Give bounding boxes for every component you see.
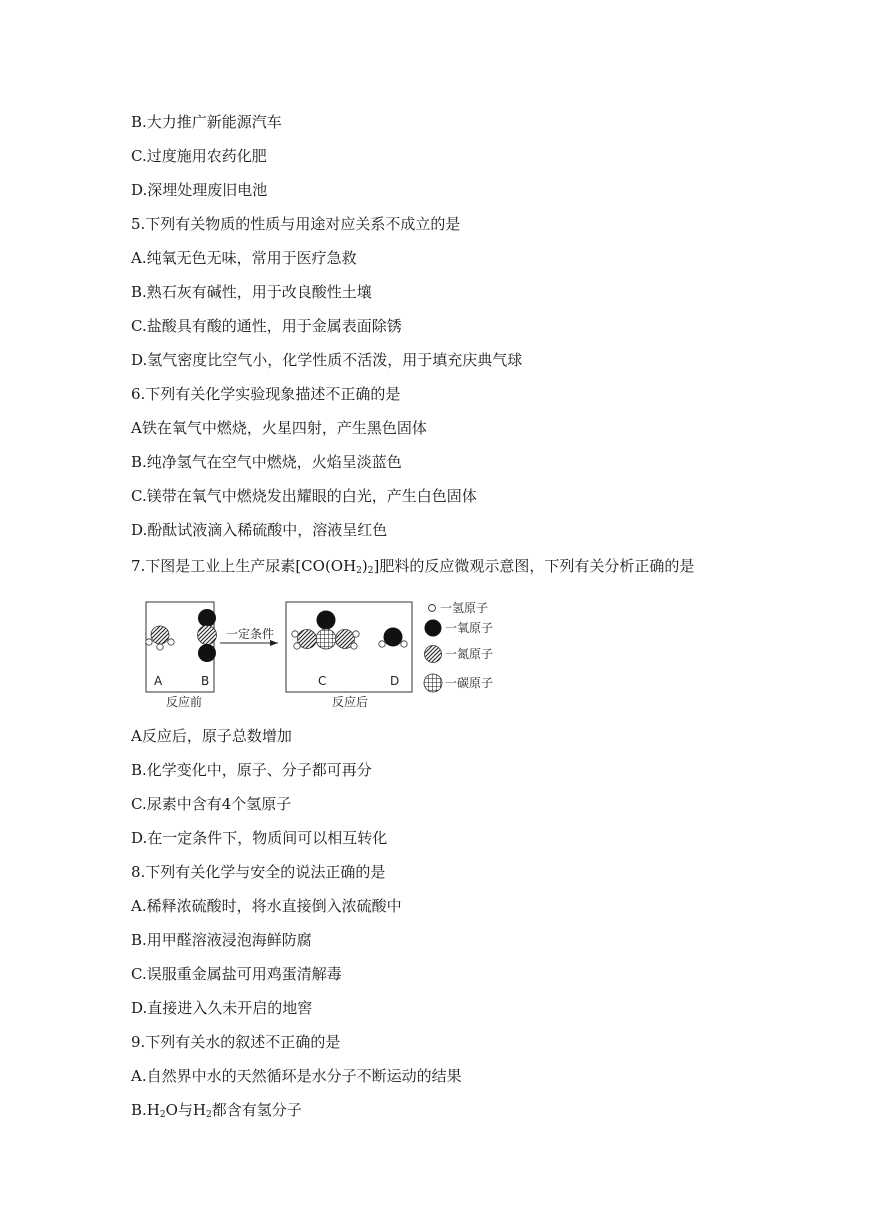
legend-hydrogen: 一氢原子 [440, 601, 489, 615]
legend-nitrogen: 一氮原子 [445, 647, 494, 661]
q7-option-b: B.化学变化中，原子、分子都可再分 [131, 761, 372, 779]
legend-n-symbol [425, 646, 442, 663]
q5-option-c: C.盐酸具有酸的通性，用于金属表面除锈 [131, 317, 402, 335]
q8-option-b: B.用甲醛溶液浸泡海鲜防腐 [131, 931, 312, 949]
option-d-battery: D.深埋处理废旧电池 [131, 181, 268, 199]
q6-option-c: C.镁带在氧气中燃烧发出耀眼的白光，产生白色固体 [131, 487, 477, 505]
question-9: 9.下列有关水的叙述不正确的是 [131, 1033, 341, 1051]
caption-before: 反应前 [166, 695, 203, 709]
legend-h-symbol [429, 605, 436, 612]
legend-carbon: 一碳原子 [445, 676, 494, 690]
label-a: A [154, 674, 163, 688]
urea-molecule [292, 611, 359, 650]
co2-molecule [198, 609, 217, 662]
q9-option-a: A.自然界中水的天然循环是水分子不断运动的结果 [131, 1067, 462, 1085]
q6-option-d: D.酚酞试液滴入稀硫酸中，溶液呈红色 [131, 521, 388, 539]
legend-oxygen: 一氧原子 [445, 621, 494, 635]
q9-option-b: $B.H_2O$与$H_2$都含有氢分子 [131, 1101, 302, 1120]
question-7: 7.下图是工业上生产尿素$[CO(OH_2)_2]$肥料的反应微观示意图，下列有关分析正确的是 [131, 557, 695, 576]
label-d: D [390, 674, 400, 688]
q8-option-a: A.稀释浓硫酸时，将水直接倒入浓硫酸中 [131, 897, 402, 915]
q8-option-c: C.误服重金属盐可用鸡蛋清解毒 [131, 965, 342, 983]
option-c-fertilizer: C.过度施用农药化肥 [131, 147, 267, 165]
q7-option-c: C.尿素中含有4个氢原子 [131, 795, 292, 813]
question-5: 5.下列有关物质的性质与用途对应关系不成立的是 [131, 215, 461, 233]
q7-option-a: A反应后，原子总数增加 [131, 727, 292, 745]
q5-option-b: B.熟石灰有碱性，用于改良酸性土壤 [131, 283, 372, 301]
q8-option-d: D.直接进入久未开启的地窖 [131, 999, 313, 1017]
q5-option-a: A.纯氧无色无味，常用于医疗急救 [131, 249, 357, 267]
q7-option-d: D.在一定条件下，物质间可以相互转化 [131, 829, 388, 847]
caption-after: 反应后 [332, 695, 369, 709]
reaction-diagram [140, 590, 510, 720]
question-8: 8.下列有关化学与安全的说法正确的是 [131, 863, 386, 881]
legend-c-symbol [424, 674, 442, 692]
legend-o-symbol [425, 620, 442, 637]
legend [424, 601, 493, 692]
water-molecule [379, 628, 407, 648]
ammonia-molecule [146, 626, 174, 650]
question-6: 6.下列有关化学实验现象描述不正确的是 [131, 385, 401, 403]
q5-option-d: D.氢气密度比空气小，化学性质不活泼，用于填充庆典气球 [131, 351, 523, 369]
option-b-new-energy: B.大力推广新能源汽车 [131, 113, 282, 131]
arrow-label: 一定条件 [226, 627, 275, 641]
label-c: C [318, 674, 327, 688]
q6-option-b: B.纯净氢气在空气中燃烧，火焰呈淡蓝色 [131, 453, 402, 471]
q6-option-a: A铁在氧气中燃烧，火星四射，产生黑色固体 [131, 419, 427, 437]
label-b: B [201, 674, 210, 688]
